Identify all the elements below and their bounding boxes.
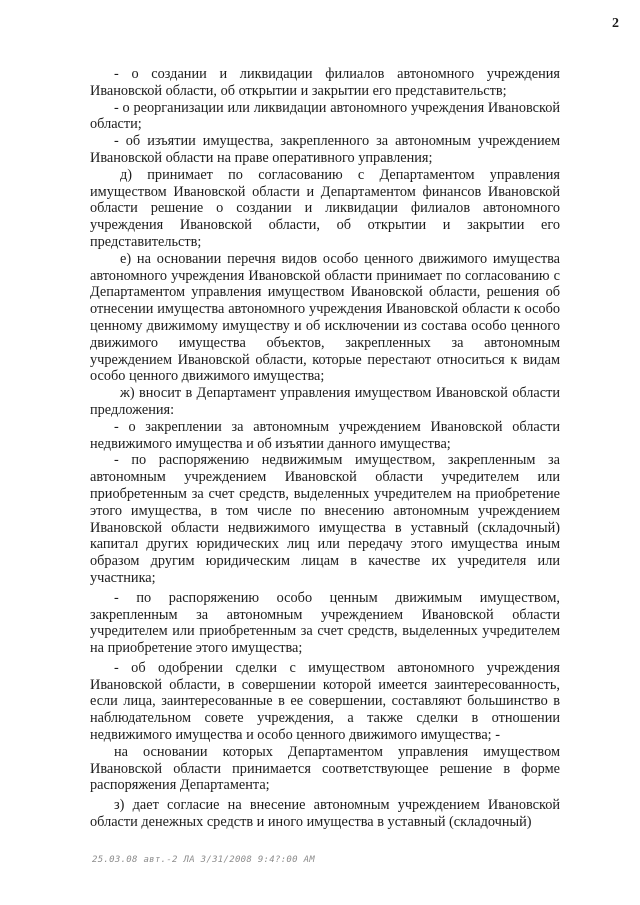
paragraph-real-estate-disposal: - по распоряжению недвижимым имуществом, закрепленным за автономным учреждением Ивановской области учредителем или приобретенным за счет средств, выделенных учредителем на приобретение этого имущества, в том числе по внесению автономным учреждением Ивановской области недвижимого имущества в уставный (складочный) капитал других юридических лиц или передачу этого имущества иным образом другим юридическим лицам в качестве их учредителя или участника; (90, 452, 560, 586)
paragraph-item-z: з) дает согласие на внесение автономным учреждением Ивановской области денежных средств и иного имущества в уставный (складочный) (90, 797, 560, 831)
paragraph-item-e: е) на основании перечня видов особо ценного движимого имущества автономного учреждения Ивановской области принимает по согласованию с Департаментом управления имуществом Ивановской области, решения об отнесении имущества автономного учреждения Ивановской области к особо ценному движимому имуществу и об исключении из состава особо ценного движимого имущества объектов, закрепленных за автономным учреждением Ивановской области, которые перестают относиться к видам особо ценного движимого имущества; (90, 250, 560, 385)
paragraph-branches: - о создании и ликвидации филиалов автономного учреждения Ивановской области, об открытии и закрытии его представительств; (90, 66, 560, 99)
page-number: 2 (612, 16, 619, 31)
paragraph-reorganization: - о реорганизации или ликвидации автономного учреждения Ивановской области; (90, 99, 560, 133)
paragraph-transaction-approval: - об одобрении сделки с имуществом автономного учреждения Ивановской области, в совершении которой имеется заинтересованность, если лица, заинтересованные в ее совершении, составляют большинство в наблюдательном совете учреждения, а также сделки в отношении недвижимого имущества и особо ценного движимого имущества; - (90, 659, 560, 744)
paragraph-property-withdrawal: - об изъятии имущества, закрепленного за автономным учреждением Ивановской области на праве оперативного управления; (90, 133, 560, 166)
paragraph-department-decision: на основании которых Департаментом управления имуществом Ивановской области принимается соответствующее решение в форме распоряжения Департамента; (90, 743, 560, 794)
footer-stamp: 25.03.08 авт.-2 ЛА 3/31/2008 9:4?:00 AM (92, 855, 316, 865)
paragraph-real-estate-assignment: - о закреплении за автономным учреждением Ивановской области недвижимого имущества и об изъятии данного имущества; (90, 418, 560, 452)
document-body (90, 66, 560, 831)
paragraph-valuable-property: - по распоряжению особо ценным движимым имуществом, закрепленным за автономным учреждением Ивановской области учредителем или приобретенным за счет средств, выделенных учредителем на приобретение этого имущества; (90, 589, 560, 657)
paragraph-item-d: д) принимает по согласованию с Департаментом управления имуществом Ивановской области и Департаментом финансов Ивановской области решение о создании и ликвидации филиалов автономного учреждения Ивановской области, об открытии и закрытии его представительств; (90, 166, 560, 250)
paragraph-item-zh: ж) вносит в Департамент управления имуществом Ивановской области предложения: (90, 385, 560, 418)
